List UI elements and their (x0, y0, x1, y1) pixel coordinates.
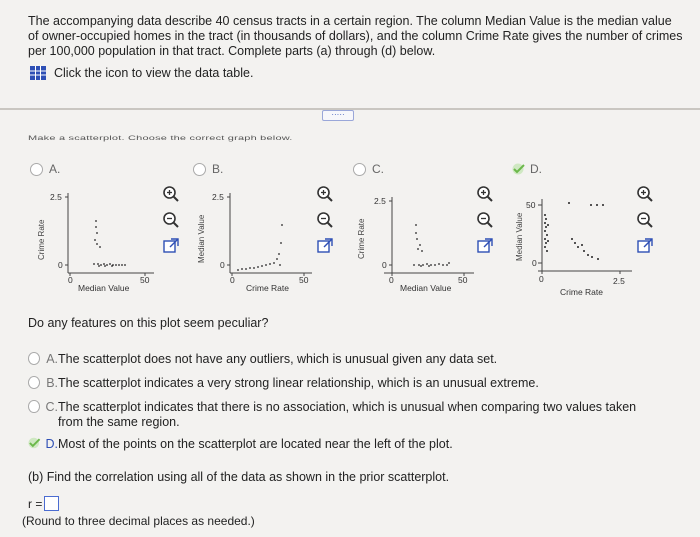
answer-d[interactable] (28, 437, 658, 452)
option-b-plot[interactable] (194, 185, 319, 300)
expand-handle[interactable]: ····· (322, 110, 354, 121)
data-table-icon[interactable] (30, 66, 46, 80)
option-a-plot[interactable] (34, 185, 159, 300)
zoom-out-icon[interactable] (476, 211, 494, 229)
y-axis-label: Median Value (197, 214, 206, 263)
x-tick-label: 2.5 (613, 276, 625, 286)
x-axis-label: Crime Rate (246, 283, 289, 293)
answer-b[interactable] (28, 376, 658, 391)
zoom-out-icon[interactable] (636, 211, 654, 229)
option-b-header[interactable] (193, 162, 223, 176)
x-tick-label: 0 (539, 274, 544, 284)
option-b-tools (316, 185, 338, 263)
y-axis-label: Crime Rate (357, 218, 366, 259)
answer-letter: D. (45, 437, 58, 451)
option-c-letter: C. (372, 162, 384, 176)
y-tick-label: 2.5 (374, 196, 386, 206)
answer-c[interactable] (28, 400, 658, 430)
y-axis-label: Median Value (515, 212, 524, 261)
x-tick-label: 0 (230, 275, 235, 285)
problem-intro: The accompanying data describe 40 census tracts in a certain region. The column Median Value is the median value of owner-occupied homes in the tract (in thousands of dollars), and the column Crime Rate gives the number of crimes per 100,000 population in that tract. Complete parts (a) through (d) below. (28, 14, 683, 58)
view-data-table-link[interactable] (30, 66, 253, 80)
option-c-plot[interactable] (354, 185, 479, 300)
r-input[interactable] (44, 496, 59, 511)
x-tick-label: 50 (299, 275, 309, 285)
scatter-points (93, 220, 126, 267)
option-d-letter: D. (530, 162, 542, 176)
x-tick-label: 0 (68, 275, 73, 285)
option-d-header[interactable] (512, 162, 542, 176)
answer-letter: B. (46, 376, 58, 390)
answer-letter: C. (45, 400, 58, 414)
option-a-letter: A. (49, 162, 61, 176)
r-label: r = (28, 496, 43, 511)
x-axis-label: Median Value (78, 283, 130, 293)
answer-text[interactable]: The scatterplot indicates that there is no association, which is unusual when comparing two values taken from the same region. (58, 400, 637, 429)
x-axis-label: Median Value (400, 283, 452, 293)
check-icon (28, 437, 42, 449)
answer-text[interactable]: Most of the points on the scatterplot are located near the left of the plot. (58, 437, 453, 451)
radio-icon[interactable] (28, 352, 40, 365)
external-link-icon[interactable] (316, 237, 334, 255)
option-a-tools (162, 185, 184, 263)
external-link-icon[interactable] (636, 237, 654, 255)
radio-icon[interactable] (353, 163, 366, 176)
option-c-header[interactable] (353, 162, 384, 176)
rounding-note: (Round to three decimal places as needed.) (22, 514, 255, 528)
y-tick-label: 0 (220, 260, 225, 270)
zoom-in-icon[interactable] (316, 185, 334, 203)
question-text: Do any features on this plot seem peculiar? (28, 316, 269, 330)
zoom-in-icon[interactable] (636, 185, 654, 203)
answer-text[interactable]: The scatterplot does not have any outliers, which is unusual given any data set. (58, 352, 498, 366)
check-icon (512, 163, 526, 175)
zoom-in-icon[interactable] (162, 185, 180, 203)
zoom-out-icon[interactable] (316, 211, 334, 229)
y-tick-label: 0 (382, 260, 387, 270)
radio-icon[interactable] (28, 376, 40, 389)
y-axis-label: Crime Rate (37, 219, 46, 260)
scatter-points (413, 224, 450, 267)
option-d-plot[interactable] (512, 185, 637, 300)
external-link-icon[interactable] (162, 237, 180, 255)
zoom-in-icon[interactable] (476, 185, 494, 203)
y-tick-label: 50 (526, 200, 536, 210)
y-tick-label: 0 (532, 258, 537, 268)
partially-hidden-instruction: Make a scatterplot. Choose the correct graph below. (28, 135, 293, 142)
option-c-tools (476, 185, 498, 263)
answer-text[interactable]: The scatterplot indicates a very strong linear relationship, which is an unusual extreme. (58, 376, 539, 390)
x-tick-label: 50 (140, 275, 150, 285)
x-axis-label: Crime Rate (560, 287, 603, 295)
radio-icon[interactable] (28, 400, 40, 413)
view-data-table-label[interactable]: Click the icon to view the data table. (54, 66, 254, 80)
answer-a[interactable] (28, 352, 658, 367)
y-tick-label: 0 (58, 260, 63, 270)
part-b-prompt: (b) Find the correlation using all of the data as shown in the prior scatterplot. (28, 470, 450, 484)
zoom-out-icon[interactable] (162, 211, 180, 229)
external-link-icon[interactable] (476, 237, 494, 255)
option-a-header[interactable] (30, 162, 60, 176)
y-tick-label: 2.5 (50, 192, 62, 202)
x-tick-label: 0 (389, 275, 394, 285)
answer-letter: A. (46, 352, 58, 366)
y-tick-label: 2.5 (212, 192, 224, 202)
radio-icon[interactable] (30, 163, 43, 176)
r-answer-line (28, 496, 59, 511)
scatter-points (544, 202, 604, 260)
option-d-tools (636, 185, 658, 263)
option-b-letter: B. (212, 162, 224, 176)
scatter-points (237, 224, 283, 271)
radio-icon[interactable] (193, 163, 206, 176)
x-tick-label: 50 (458, 275, 468, 285)
